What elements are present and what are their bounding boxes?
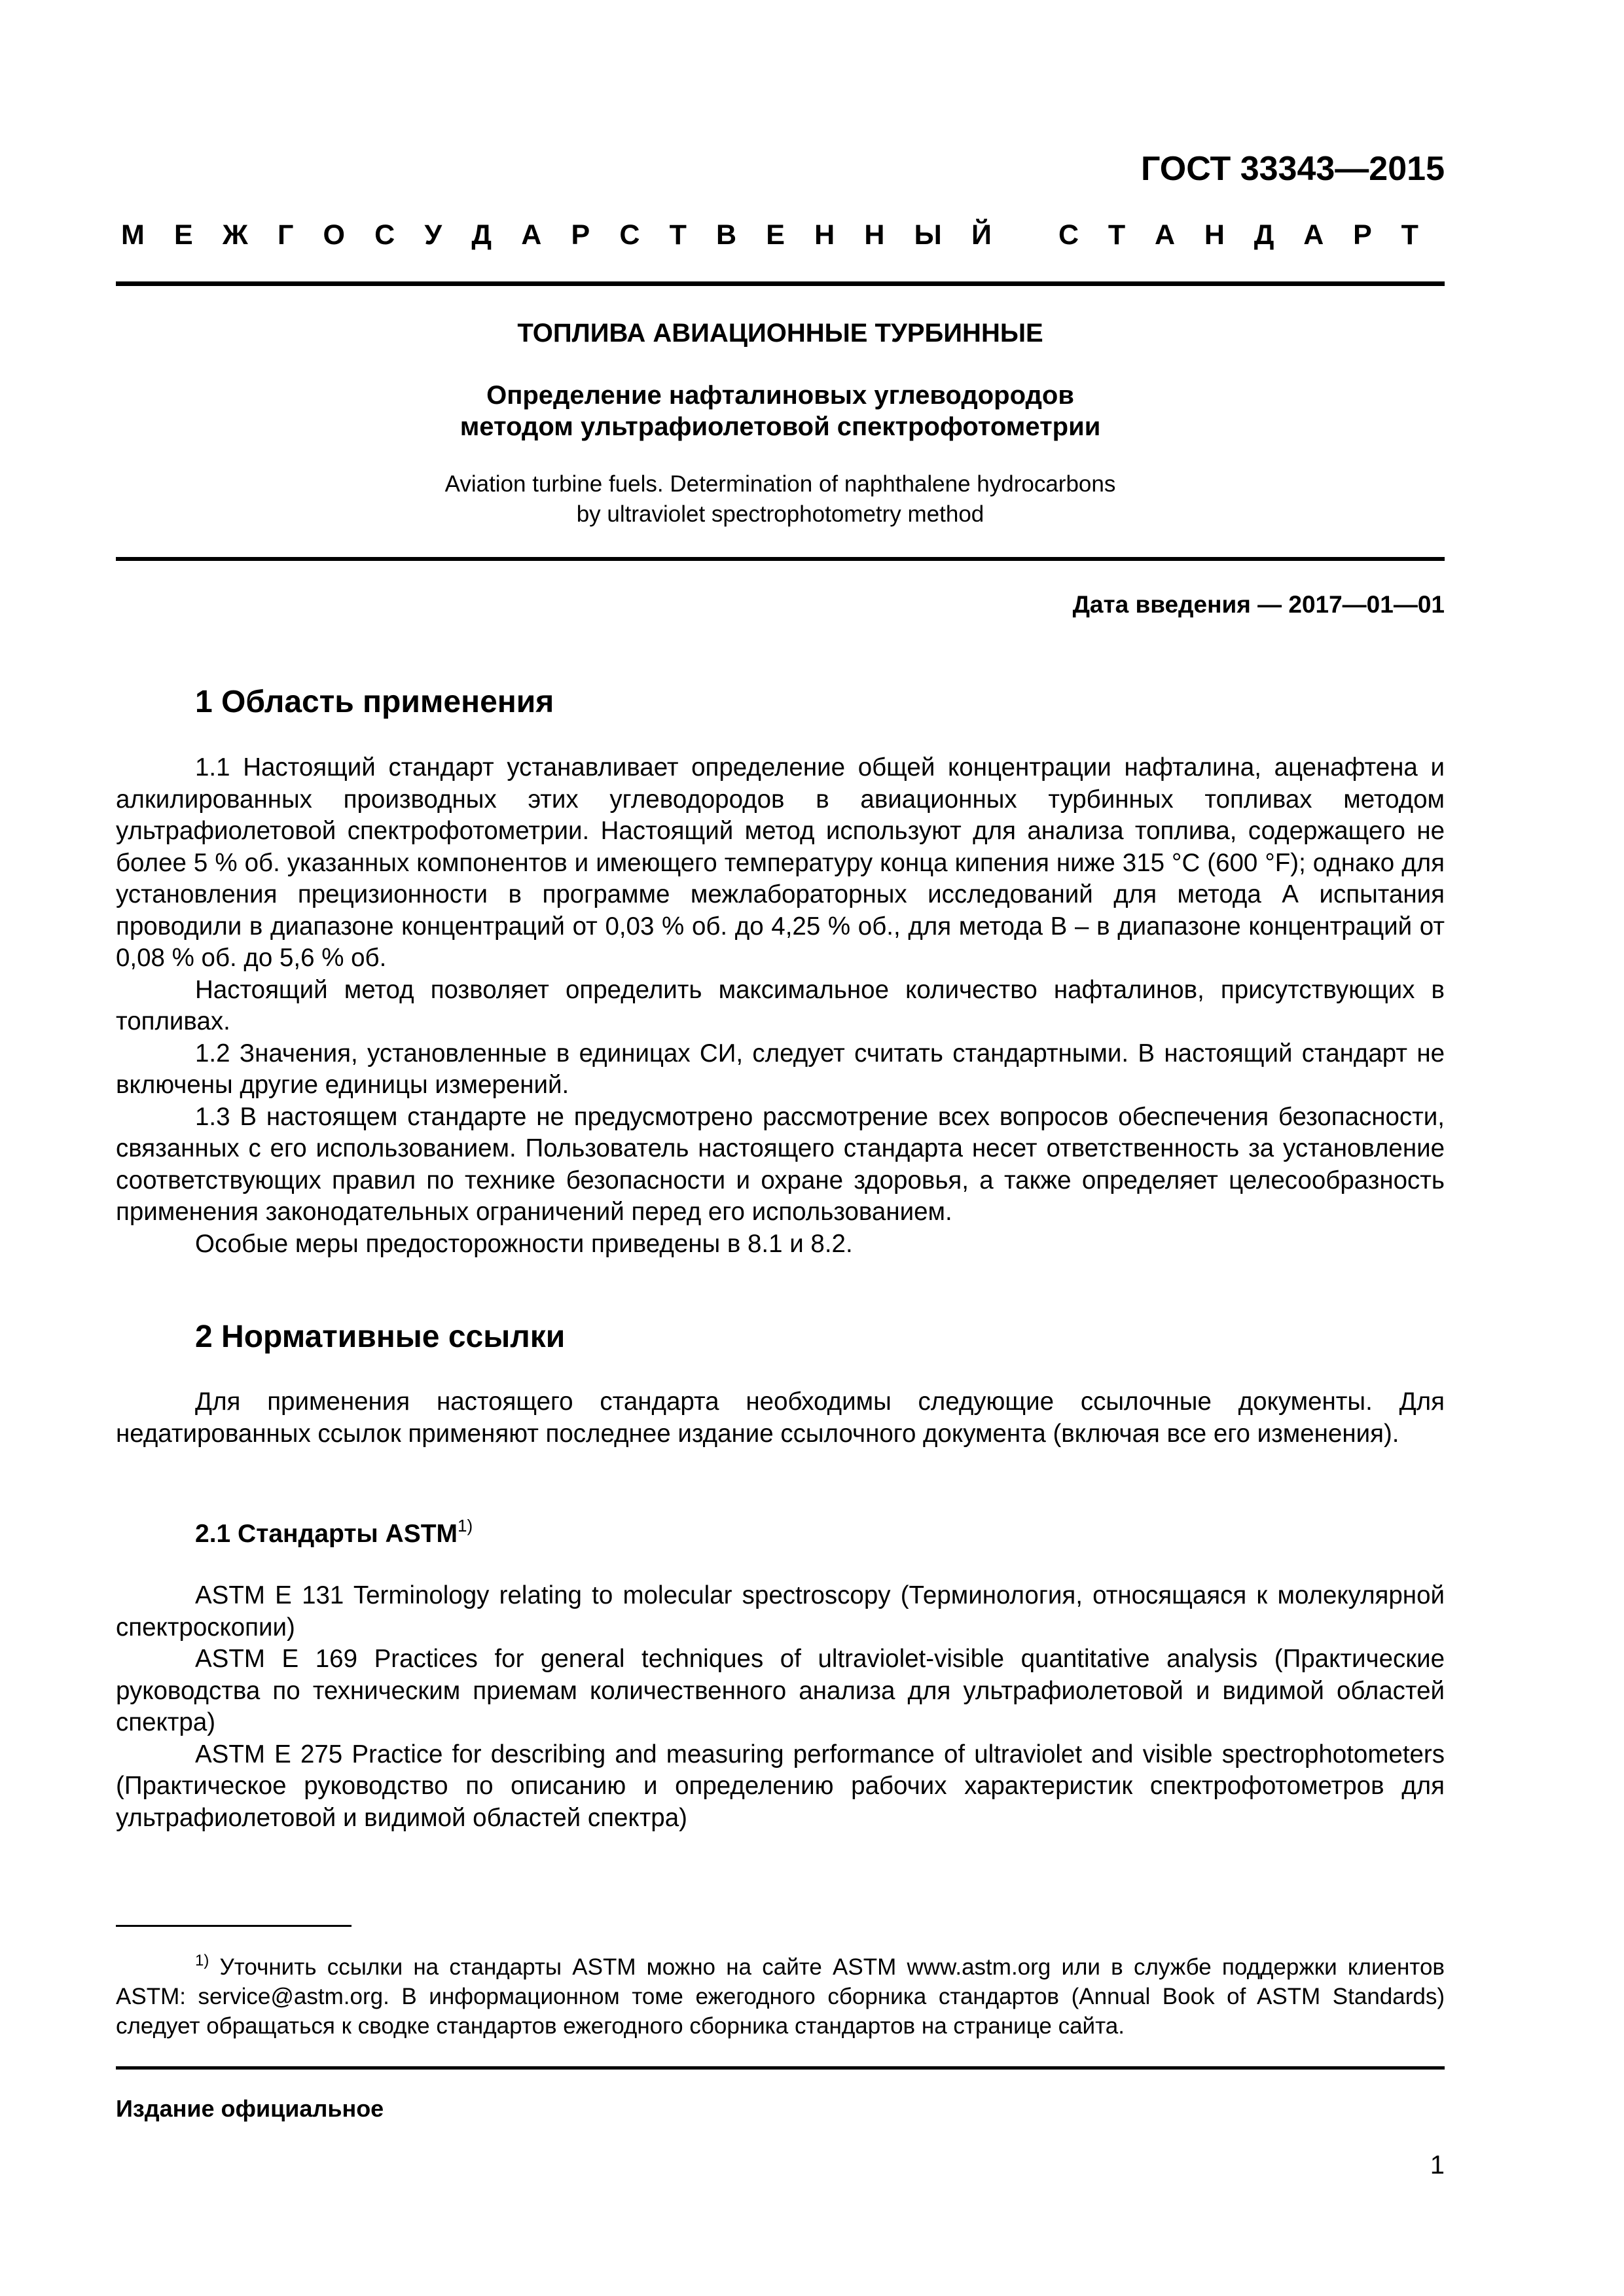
- banner-word1-letter: Ы: [914, 219, 942, 251]
- footnote-marker: 1): [195, 1952, 209, 1969]
- reference-item: ASTM E 169 Practices for general techniques of ultraviolet-visible quantitative analysis (Практические руководства по техническим приемам количественного анализа для ультрафиолетовой и видимой областей спектра): [116, 1645, 1445, 1736]
- section-heading-scope: 1 Область применения: [195, 685, 554, 719]
- banner-word2-letter: Д: [1254, 219, 1274, 251]
- banner-word1-letter: Н: [814, 219, 835, 251]
- footnote-reference: 1): [458, 1516, 473, 1535]
- banner-word2-letter: Р: [1353, 219, 1372, 251]
- english-title: [116, 469, 1445, 529]
- banner-word1-letter: Р: [571, 219, 590, 251]
- page-number: 1: [1430, 2151, 1445, 2179]
- astm-reference-list: [116, 1580, 1445, 1834]
- english-title-line-1: Aviation turbine fuels. Determination of naphthalene hydrocarbons: [444, 471, 1116, 497]
- paragraph: 1.3 В настоящем стандарте не предусмотрено рассмотрение всех вопросов обеспечения безопасности, связанных с его использованием. Пользователь настоящего стандарта несет ответственность за установление соответствующих правил по технике безопасности и охране здоровья, а также определяет целесообразность применения законодательных ограничений перед его использованием.: [116, 1102, 1445, 1226]
- subsection-heading-text: 2.1 Стандарты ASTM: [195, 1520, 458, 1548]
- banner-word1-letter: Ж: [222, 219, 248, 251]
- banner-word-standard: [1058, 219, 1418, 251]
- banner-word1-letter: Е: [174, 219, 193, 251]
- banner-word2-letter: Т: [1401, 219, 1418, 251]
- document-title: ТОПЛИВА АВИАЦИОННЫЕ ТУРБИННЫЕ: [517, 319, 1043, 348]
- edition-label: Издание официальное: [116, 2095, 384, 2122]
- title-rule: [116, 557, 1445, 561]
- banner-word1-letter: Й: [971, 219, 992, 251]
- footnote: [116, 1946, 1445, 2041]
- banner-word1-letter: Н: [864, 219, 885, 251]
- banner-word1-letter: У: [424, 219, 442, 251]
- banner-word2-letter: Т: [1108, 219, 1126, 251]
- banner-word1-letter: Е: [766, 219, 785, 251]
- paragraph: Особые меры предосторожности приведены в 8.1 и 8.2.: [195, 1229, 853, 1258]
- footnote-paragraph: [116, 1946, 1445, 2041]
- paragraph: 1.1 Настоящий стандарт устанавливает определение общей концентрации нафталина, аценафтена и алкилированных производных этих углеводородов в авиационных турбинных топливах методом ультрафиолетовой спектрофотометрии. Настоящий метод используют для анализа топлива, содержащего не более 5 % об. указанных компонентов и имеющего температуру конца кипения ниже 315 °С (600 °F); однако для установления прецизионности в программе межлабораторных исследований для метода А испытания проводили в диапазоне концентраций от 0,03 % об. до 4,25 % об., для метода В – в диапазоне концентраций от 0,08 % об. до 5,6 % об.: [116, 753, 1445, 972]
- english-title-line-2: by ultraviolet spectrophotometry method: [576, 501, 984, 527]
- paragraph: 1.2 Значения, установленные в единицах СИ, следует считать стандартными. В настоящий стандарт не включены другие единицы измерений.: [116, 1039, 1445, 1099]
- introduction-date: Дата введения — 2017—01—01: [1072, 591, 1445, 618]
- paragraph: Для применения настоящего стандарта необходимы следующие ссылочные документы. Для недатированных ссылок применяют последнее издание ссылочного документа (включая все его изменения).: [116, 1388, 1445, 1448]
- subtitle-line-2: методом ультрафиолетовой спектрофотометрии: [460, 412, 1101, 441]
- banner-word1-letter: Д: [471, 219, 492, 251]
- reference-item: ASTM E 275 Practice for describing and measuring performance of ultraviolet and visible spectrophotometers (Практическое руководство по описанию и определению рабочих характеристик спектрофотометров для ультрафиолетовой и видимой областей спектра): [116, 1740, 1445, 1832]
- banner-word2-letter: Н: [1204, 219, 1225, 251]
- footer-rule: [116, 2066, 1445, 2070]
- banner-word1-letter: А: [521, 219, 542, 251]
- footnote-separator: [116, 1925, 352, 1927]
- banner-word1-letter: С: [619, 219, 640, 251]
- banner-word1-letter: Г: [277, 219, 294, 251]
- interstate-standard-banner: [116, 219, 1445, 251]
- banner-word1-letter: В: [716, 219, 737, 251]
- banner-word2-letter: А: [1303, 219, 1324, 251]
- banner-word-interstate: [121, 219, 992, 251]
- document-subtitle: [116, 380, 1445, 442]
- subsection-heading-astm: [195, 1511, 473, 1549]
- banner-word1-letter: Т: [669, 219, 687, 251]
- paragraph: Настоящий метод позволяет определить максимальное количество нафталинов, присутствующих в топливах.: [116, 975, 1445, 1035]
- section-body-normative-references: [116, 1386, 1445, 1450]
- reference-item: ASTM E 131 Terminology relating to molecular spectroscopy (Терминология, относящаяся к молекулярной спектроскопии): [116, 1581, 1445, 1641]
- footnote-text: Уточнить ссылки на стандарты ASTM можно на сайте ASTM www.astm.org или в службе поддержки клиентов ASTM: service@astm.org. В информационном томе ежегодного сборника стандартов (Annual Book of ASTM Standards) следует обращаться к сводке стандартов ежегодного сборника стандартов на странице сайта.: [116, 1954, 1445, 2039]
- subtitle-line-1: Определение нафталиновых углеводородов: [486, 381, 1074, 410]
- banner-word1-letter: С: [374, 219, 395, 251]
- banner-word2-letter: С: [1058, 219, 1079, 251]
- banner-word1-letter: М: [121, 219, 145, 251]
- standard-number: ГОСТ 33343—2015: [1141, 150, 1445, 188]
- banner-word2-letter: А: [1155, 219, 1176, 251]
- section-body-scope: [116, 752, 1445, 1260]
- header-rule: [116, 281, 1445, 286]
- banner-word1-letter: О: [323, 219, 345, 251]
- section-heading-normative-references: 2 Нормативные ссылки: [195, 1319, 566, 1354]
